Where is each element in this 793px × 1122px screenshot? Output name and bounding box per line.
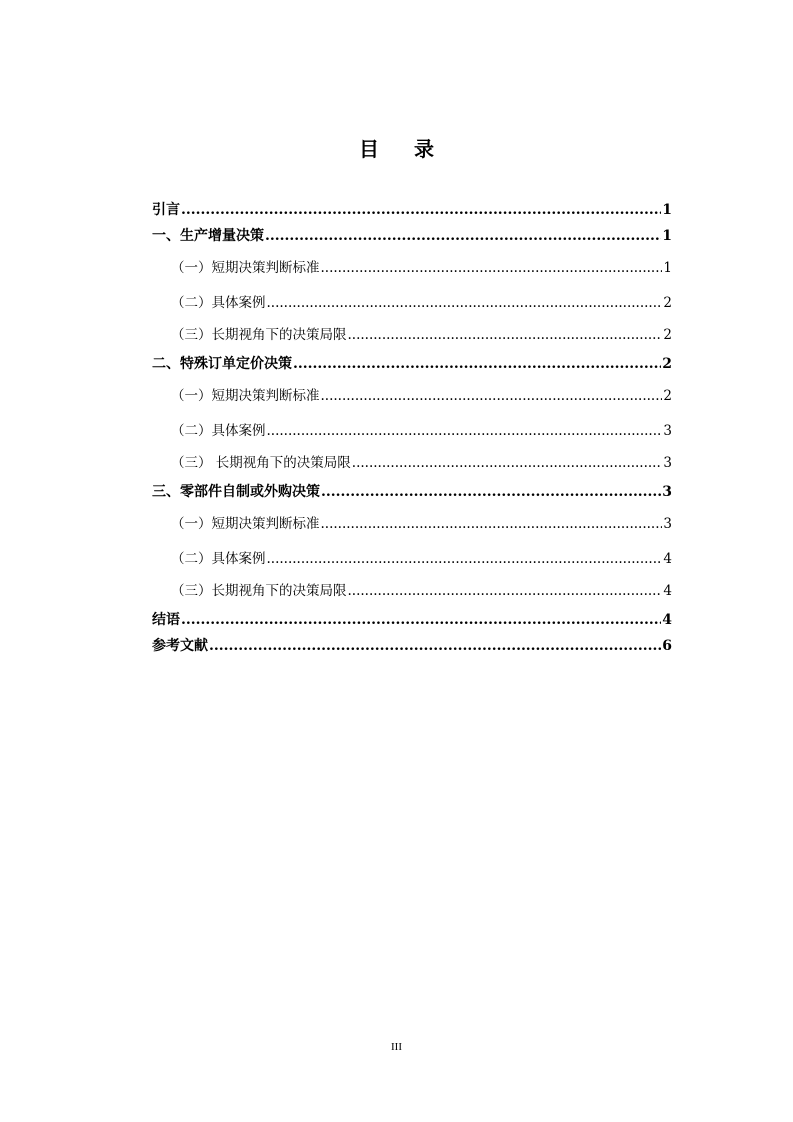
toc-entry-conclusion[interactable] [152, 607, 672, 633]
toc-entry-page: 1 [662, 228, 672, 244]
toc-dot-leader [348, 575, 663, 607]
toc-dot-leader [265, 223, 661, 249]
toc-dot-leader [209, 633, 661, 659]
toc-dot-leader [181, 607, 661, 633]
toc-dot-leader [293, 351, 661, 377]
toc-entry-chapter-2-section-1[interactable] [152, 377, 672, 415]
toc-entry-page: 2 [663, 388, 672, 404]
toc-entry-chapter-3[interactable] [152, 479, 672, 505]
toc-entry-label: （二）具体案例 [171, 295, 266, 311]
toc-entry-label: 一、生产增量决策 [152, 228, 264, 244]
toc-entry-page: 1 [663, 260, 672, 276]
toc-entry-page: 2 [663, 327, 672, 343]
toc-entry-chapter-3-section-3[interactable] [152, 575, 672, 607]
toc-entry-label: （三）长期视角下的决策局限 [171, 327, 347, 343]
toc-dot-leader [267, 415, 663, 447]
toc-entry-label: （二）具体案例 [171, 551, 266, 567]
toc-entry-page: 2 [662, 356, 672, 372]
toc-entry-label: 二、特殊订单定价决策 [152, 356, 292, 372]
toc-entry-page: 3 [662, 484, 672, 500]
toc-title: 目 录 [359, 137, 448, 161]
toc-entry-page: 1 [662, 202, 672, 218]
toc-entry-page: 4 [663, 583, 672, 599]
toc-entry-chapter-2-section-3[interactable] [152, 447, 672, 479]
toc-entry-label: （一）短期决策判断标准 [171, 516, 320, 532]
toc-entry-page: 4 [662, 612, 672, 628]
toc-dot-leader [321, 377, 663, 415]
toc-entry-chapter-3-section-1[interactable] [152, 505, 672, 543]
toc-entry-page: 3 [663, 455, 672, 471]
toc-entry-chapter-1-section-3[interactable] [152, 319, 672, 351]
toc-entry-label: 三、零部件自制或外购决策 [152, 484, 320, 500]
toc-entry-label: （三） 长期视角下的决策局限 [171, 455, 351, 471]
footer-page-number: III [391, 1041, 402, 1053]
toc-entry-label: （一）短期决策判断标准 [171, 260, 320, 276]
toc-entry-label: （二）具体案例 [171, 423, 266, 439]
toc-entry-label: （三）长期视角下的决策局限 [171, 583, 347, 599]
toc-entry-label: （一）短期决策判断标准 [171, 388, 320, 404]
toc-entry-page: 2 [663, 295, 672, 311]
toc-dot-leader [267, 287, 663, 319]
toc-entry-chapter-1-section-2[interactable] [152, 287, 672, 319]
toc-entry-chapter-2-section-2[interactable] [152, 415, 672, 447]
toc-entry-page: 6 [662, 638, 672, 654]
toc-entry-label: 引言 [152, 202, 180, 218]
toc-entry-chapter-2[interactable] [152, 351, 672, 377]
toc-entry-references[interactable] [152, 633, 672, 659]
toc-dot-leader [267, 543, 663, 575]
toc-dot-leader [321, 249, 663, 287]
toc-entry-chapter-3-section-2[interactable] [152, 543, 672, 575]
toc-dot-leader [321, 479, 661, 505]
toc-entry-chapter-1[interactable] [152, 223, 672, 249]
toc-dot-leader [348, 319, 663, 351]
table-of-contents [152, 197, 672, 659]
toc-dot-leader [321, 505, 663, 543]
toc-dot-leader [181, 197, 661, 223]
toc-entry-label: 参考文献 [152, 638, 208, 654]
toc-entry-introduction[interactable] [152, 197, 672, 223]
toc-dot-leader [352, 447, 663, 479]
toc-entry-page: 3 [663, 423, 672, 439]
toc-entry-page: 4 [663, 551, 672, 567]
toc-entry-page: 3 [663, 516, 672, 532]
toc-entry-chapter-1-section-1[interactable] [152, 249, 672, 287]
toc-entry-label: 结语 [152, 612, 180, 628]
